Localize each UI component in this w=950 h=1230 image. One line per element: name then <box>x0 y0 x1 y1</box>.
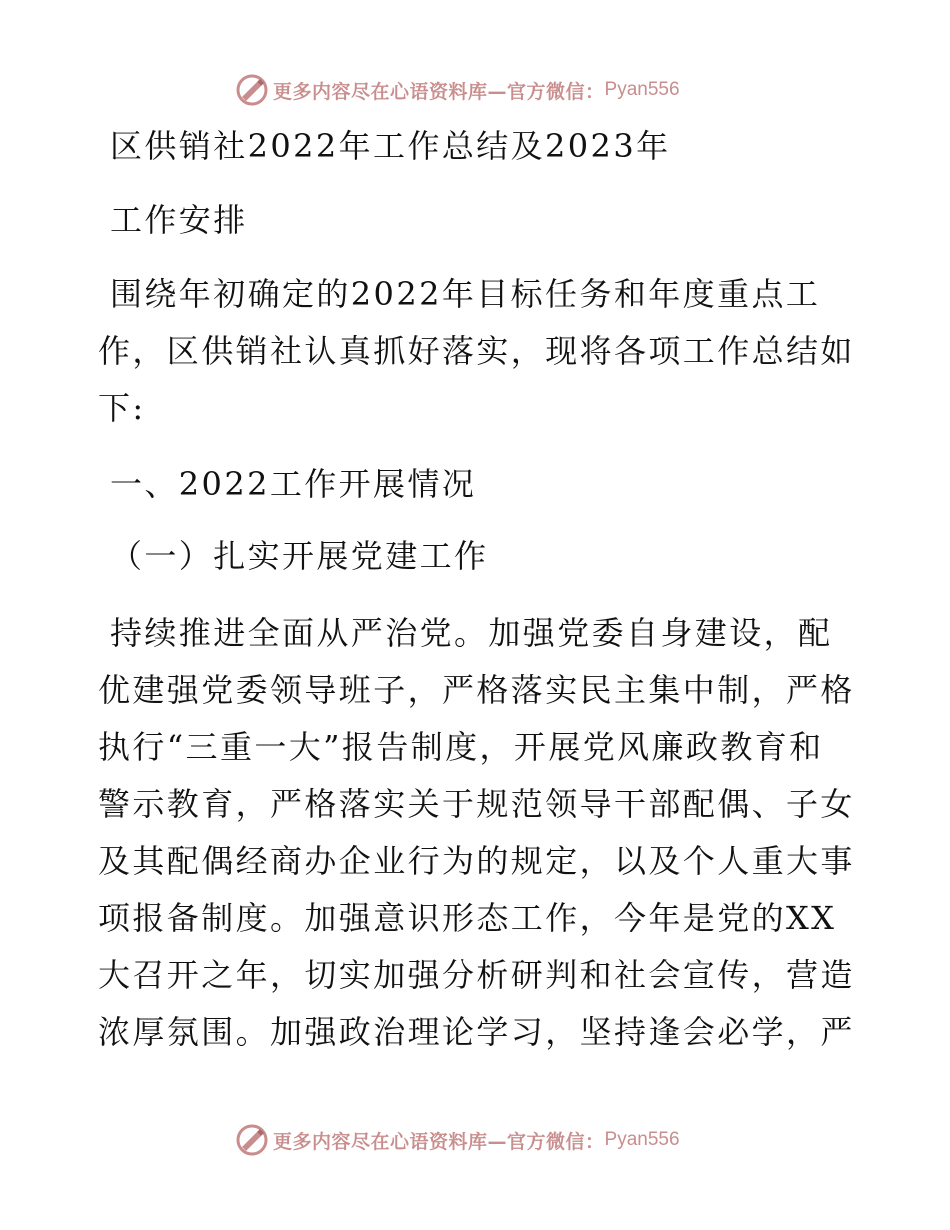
body-line: 警示教育，严格落实关于规范领导干部配偶、子女 <box>98 785 855 823</box>
pen-logo-icon <box>235 1123 269 1157</box>
body-line: 及其配偶经商办企业行为的规定，以及个人重大事 <box>98 842 855 880</box>
pen-logo-icon <box>235 73 269 107</box>
body-line: 浓厚氛围。加强政治理论学习，坚持逢会必学，严 <box>98 1013 855 1051</box>
body-line: 优建强党委领导班子，严格落实民主集中制，严格 <box>98 671 855 709</box>
body-line: 执行“三重一大”报告制度，开展党风廉政教育和 <box>98 728 824 766</box>
body-line: 大召开之年，切实加强分析研判和社会宣传，营造 <box>98 956 855 994</box>
body-line: 持续推进全面从严治党。加强党委自身建设，配 <box>110 614 833 652</box>
watermark-wechat-id: Pyan556 <box>604 1129 680 1150</box>
subsection-heading: （一）扎实开展党建工作 <box>110 537 489 575</box>
header-watermark <box>235 72 680 108</box>
document-title-line-1: 区供销社2022年工作总结及2023年 <box>110 127 671 165</box>
section-heading: 一、2022工作开展情况 <box>110 465 477 503</box>
body-line: 项报备制度。加强意识形态工作，今年是党的XX <box>98 899 837 937</box>
footer-watermark <box>235 1122 680 1158</box>
body-line: 下: <box>98 389 146 427</box>
watermark-wechat-id: Pyan556 <box>604 79 680 100</box>
watermark-text: 更多内容尽在心语资料库—官方微信： <box>273 80 605 103</box>
body-line: 围绕年初确定的2022年目标任务和年度重点工 <box>110 275 821 313</box>
watermark-text: 更多内容尽在心语资料库—官方微信： <box>273 1130 605 1153</box>
body-line: 作，区供销社认真抓好落实，现将各项工作总结如 <box>98 332 855 370</box>
document-title-line-2: 工作安排 <box>110 201 248 239</box>
